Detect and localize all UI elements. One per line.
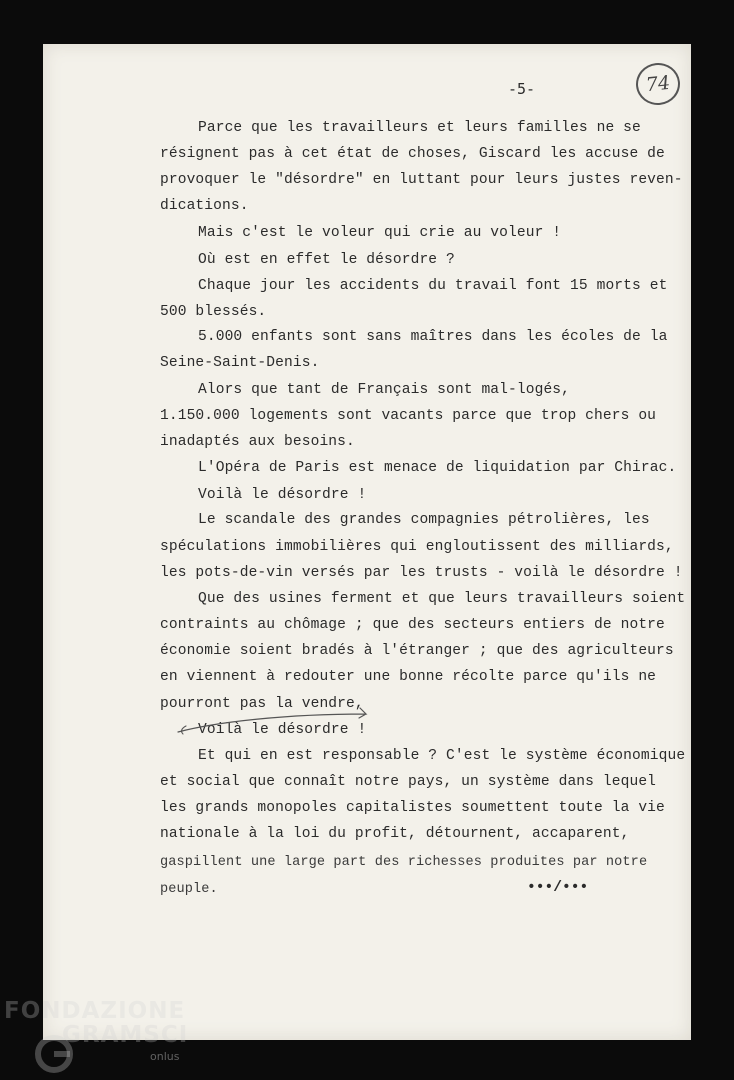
text-line: 1.150.000 logements sont vacants parce que trop chers ou (160, 408, 657, 424)
page-number: -5- (508, 80, 536, 98)
watermark-suffix: onlus (150, 1050, 180, 1063)
text-line: 5.000 enfants sont sans maîtres dans les écoles de la (198, 329, 668, 345)
text-line: contraints au chômage ; que des secteurs entiers de notre (160, 617, 665, 633)
text-line: les grands monopoles capitalistes soumettent toute la vie (160, 800, 665, 816)
text-line: Voilà le désordre ! (198, 487, 367, 503)
text-line: Voilà le désordre ! (198, 722, 367, 738)
text-line: Le scandale des grandes compagnies pétrolières, les (198, 512, 650, 528)
watermark-line-1: FONDAZIONE (4, 998, 186, 1024)
text-line: pourront pas la vendre, (160, 696, 364, 712)
continuation-mark: •••/••• (527, 880, 589, 896)
text-line: en viennent à redouter une bonne récolte parce qu'ils ne (160, 669, 657, 685)
text-line: résignent pas à cet état de choses, Giscard les accuse de (160, 146, 665, 162)
text-line: et social que connaît notre pays, un système dans lequel (160, 774, 657, 790)
text-line: Alors que tant de Français sont mal-logés, (198, 382, 571, 398)
text-line: nationale à la loi du profit, détournent, accaparent, (160, 826, 630, 842)
text-line: Chaque jour les accidents du travail font 15 morts et (198, 278, 668, 294)
fondazione-gramsci-watermark (4, 998, 204, 1076)
text-line: les pots-de-vin versés par les trusts - voilà le désordre ! (160, 565, 683, 581)
archive-number-handwritten: 74 (634, 61, 682, 107)
text-line: L'Opéra de Paris est menace de liquidation par Chirac. (198, 460, 677, 476)
text-line: Parce que les travailleurs et leurs familles ne se (198, 120, 641, 136)
text-line: spéculations immobilières qui engloutissent des milliards, (160, 539, 674, 555)
watermark-line-2: GRAMSCI (62, 1022, 189, 1048)
text-line: économie soient bradés à l'étranger ; que des agriculteurs (160, 643, 674, 659)
text-line: gaspillent une large part des richesses produites par notre (160, 855, 648, 870)
text-line: Mais c'est le voleur qui crie au voleur ! (198, 225, 562, 241)
text-line: Seine-Saint-Denis. (160, 355, 320, 371)
text-line: provoquer le "désordre" en luttant pour leurs justes reven- (160, 172, 683, 188)
text-line: Que des usines ferment et que leurs travailleurs soient (198, 591, 686, 607)
text-line: 500 blessés. (160, 304, 267, 320)
text-line: dications. (160, 198, 249, 214)
text-line: Et qui en est responsable ? C'est le système économique (198, 748, 686, 764)
text-line: Où est en effet le désordre ? (198, 252, 455, 268)
text-line: peuple. (160, 882, 218, 897)
text-line: inadaptés aux besoins. (160, 434, 355, 450)
